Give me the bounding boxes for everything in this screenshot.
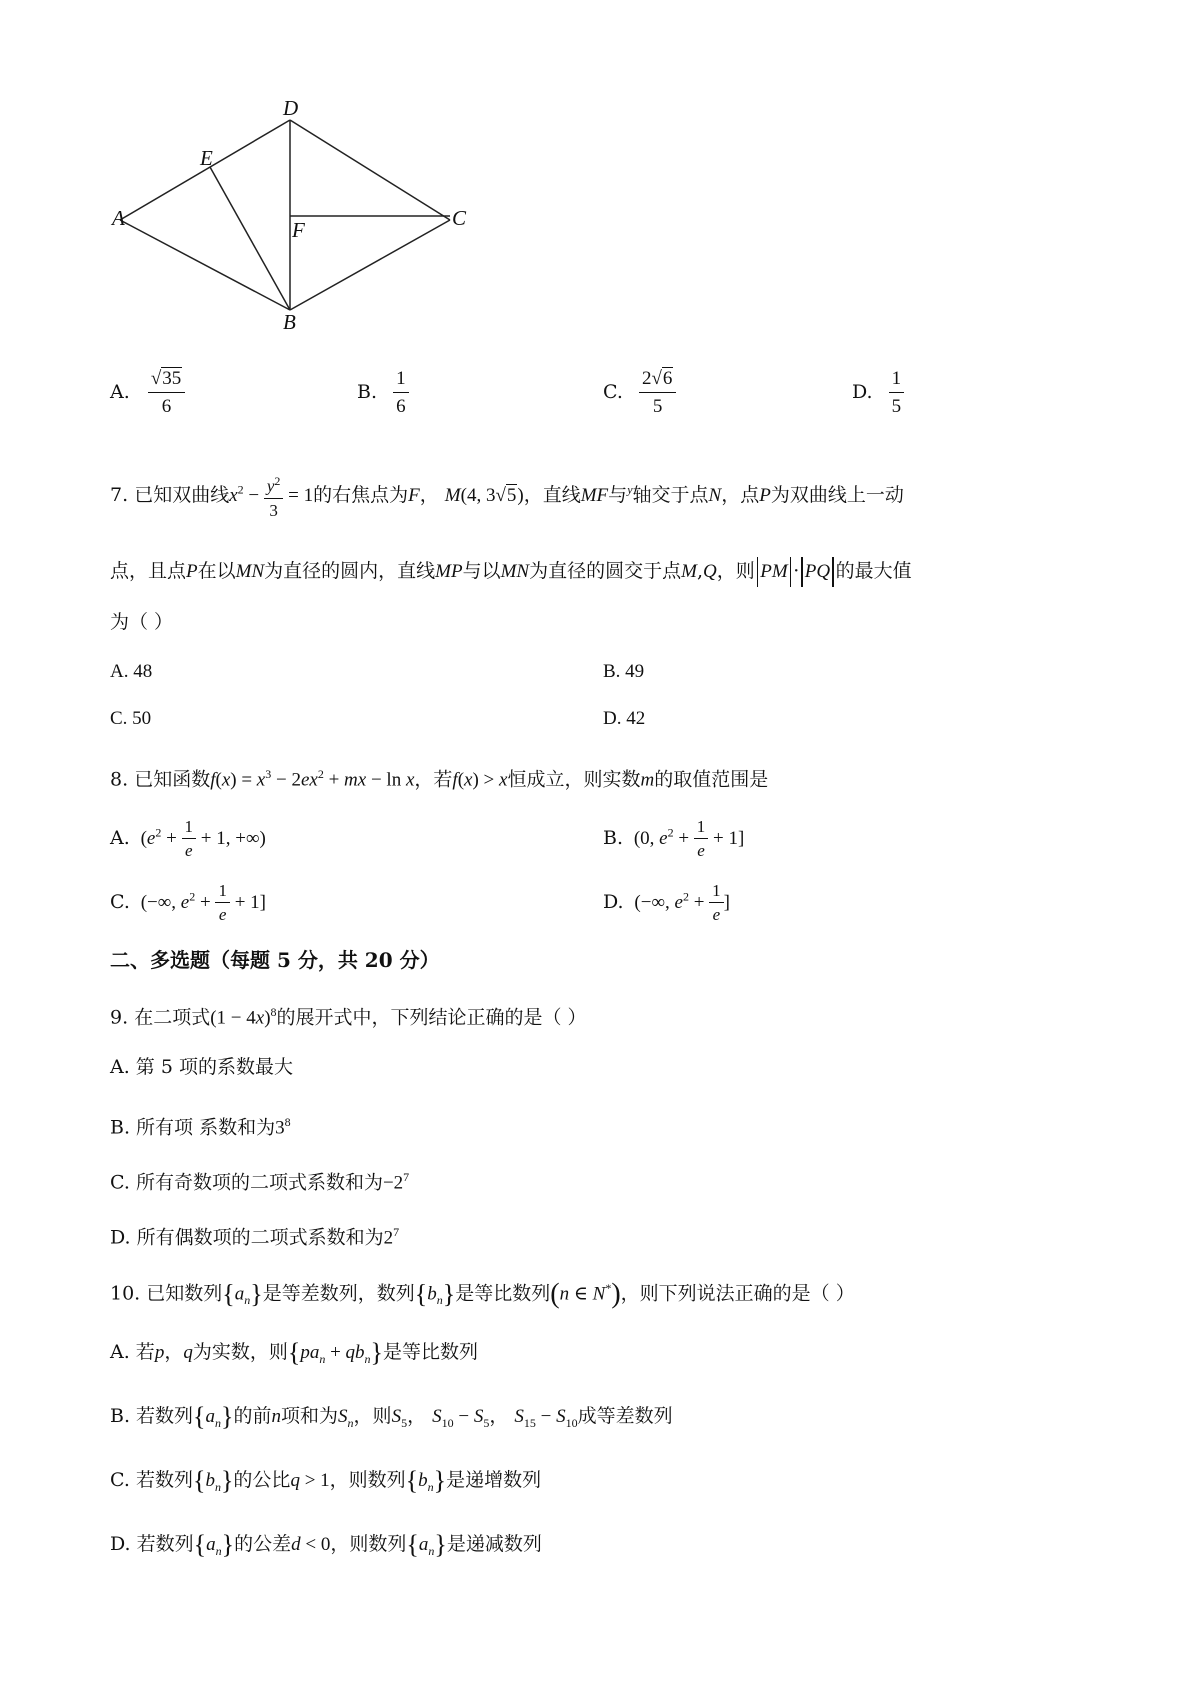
option-letter: B. (357, 381, 378, 403)
q8-option-c[interactable]: C. (−∞, $e^2$ + $\frac{1}{e}$ + 1] (110, 881, 266, 924)
label-C: C (452, 206, 467, 230)
edge-DC (290, 120, 450, 220)
q6-option-a[interactable] (110, 368, 185, 418)
q8-option-b[interactable]: B. (0, $e^2$ + $\frac{1}{e}$ + 1] (603, 817, 745, 860)
q10-option-a[interactable]: A. 若p，q为实数，则$\{pa_n + qb_n\}$是等比数列 (110, 1338, 479, 1367)
q7-option-b[interactable]: B. 49 (603, 661, 645, 682)
q7-line-2: 点，且点P在以MN为直径的圆内，直线MP与以MN为直径的圆交于点M,Q，则 PM · PQ 的最大值 (110, 557, 912, 587)
fraction: $\frac{1}{6}$ (393, 368, 409, 418)
label-D: D (283, 96, 299, 120)
q7-option-a[interactable]: A. 48 (110, 661, 153, 682)
label-A: A (112, 206, 125, 230)
q9-option-b[interactable]: B. 所有项 系数和为$3^8$ (110, 1115, 291, 1139)
q8-option-d[interactable]: D. (−∞, $e^2$ + $\frac{1}{e}$ ] (603, 881, 730, 924)
q10-option-c[interactable]: C. 若数列$\{b_n\}$的公比q > 1，则数列$\{b_n\}$是递增数列 (110, 1466, 542, 1495)
q6-option-b[interactable] (357, 368, 409, 418)
fraction: $\frac{1}{5}$ (889, 368, 905, 418)
q10-option-d[interactable]: D. 若数列$\{a_n\}$的公差d < 0，则数列$\{a_n\}$是递减数列 (110, 1530, 542, 1559)
q7-option-c[interactable]: C. 50 (110, 708, 152, 729)
q6-option-d[interactable] (852, 368, 904, 418)
q8-option-a[interactable]: A. ($e^2$ + $\frac{1}{e}$ + 1, +∞) (110, 817, 266, 860)
q7-line-3: 为（ ） (110, 611, 174, 633)
q6-option-c[interactable] (603, 368, 676, 418)
rhombus-figure (95, 95, 467, 335)
option-letter: A. (110, 381, 130, 403)
q10-stem: 10. 已知数列$\{a_n\}$是等差数列，数列$\{b_n\}$是等比数列(n ∈ N*)，则下列说法正确的是（ ） (110, 1278, 855, 1310)
edge-CB (290, 220, 450, 310)
option-letter: C. (603, 381, 623, 403)
q9-option-a[interactable]: A. 第 5 项的系数最大 (110, 1056, 293, 1078)
q7-line-1: 7. 已知双曲线$x^2$ − $\frac{y^2}{3}$ = 1的右焦点为F， M(4, 3√5)，直线MF与$^y$轴交于点N，点P为双曲线上一动 (110, 474, 904, 520)
fraction: $\frac{2√6}{5}$ (639, 368, 676, 418)
q10-option-b[interactable]: B. 若数列$\{a_n\}$的前n项和为$S_n$，则$S_5$， $S_{10} - S_5$， $S_{15} - S_{10}$成等差数列 (110, 1402, 673, 1431)
option-letter: D. (852, 381, 873, 403)
q8-stem: 8. 已知函数$f(x) = x^3 - 2ex^2$ + mx − ln x，若f(x) > x恒成立，则实数m的取值范围是 (110, 767, 769, 791)
q9-stem: 9. 在二项式$(1 - 4x)^8$的展开式中，下列结论正确的是（ ） (110, 1005, 587, 1029)
edge-AD (120, 120, 290, 220)
q7-option-d[interactable]: D. 42 (603, 708, 646, 729)
section-heading: 二、多选题（每题 5 分，共 20 分） (110, 948, 440, 972)
q9-option-c[interactable]: C. 所有奇数项的二项式系数和为$-2^7$ (110, 1170, 410, 1194)
label-E: E (200, 146, 213, 170)
label-B: B (283, 310, 296, 334)
label-F: F (292, 218, 305, 242)
q9-option-d[interactable]: D. 所有偶数项的二项式系数和为$2^7$ (110, 1225, 400, 1249)
fraction: $\frac{√35}{6}$ (148, 368, 185, 418)
